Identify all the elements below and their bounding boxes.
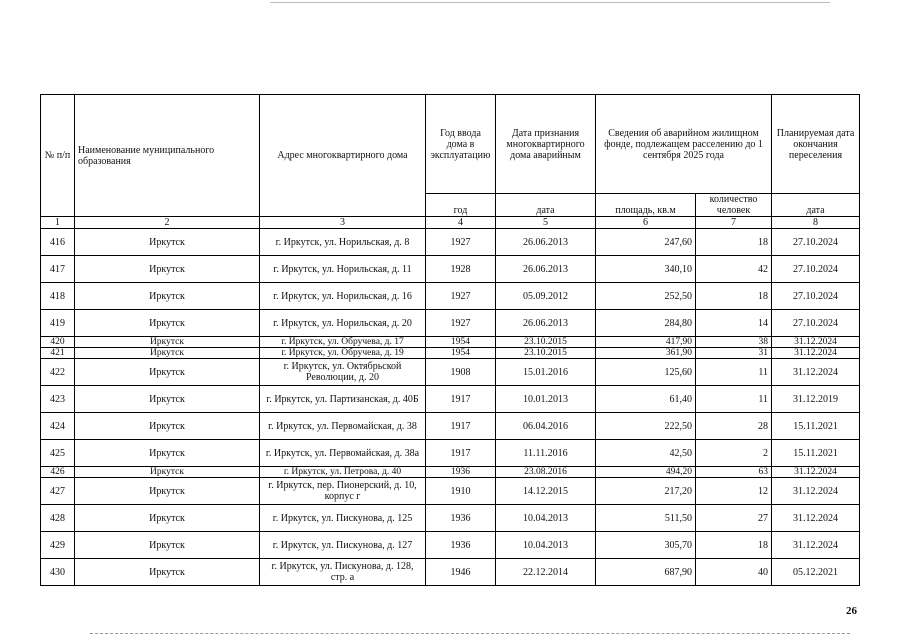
year-built-cell: 1910 bbox=[426, 478, 496, 505]
table-row bbox=[41, 467, 860, 478]
date-declared-cell: 26.06.2013 bbox=[496, 310, 596, 337]
municipality-cell: Иркутск bbox=[75, 337, 260, 348]
table-row bbox=[41, 359, 860, 386]
area-cell: 42,50 bbox=[596, 440, 696, 467]
planned-end-cell: 31.12.2024 bbox=[772, 505, 860, 532]
row-number: 429 bbox=[41, 532, 75, 559]
table-row bbox=[41, 559, 860, 586]
header-row bbox=[41, 95, 860, 194]
unit-year: год bbox=[426, 194, 496, 217]
date-declared-cell: 10.04.2013 bbox=[496, 532, 596, 559]
address-cell: г. Иркутск, пер. Пионерский, д. 10, корпус г bbox=[260, 478, 426, 505]
row-number: 417 bbox=[41, 256, 75, 283]
unit-people: количество человек bbox=[696, 194, 772, 217]
unit-date-declared: дата bbox=[496, 194, 596, 217]
area-cell: 361,90 bbox=[596, 348, 696, 359]
page-number: 26 bbox=[846, 605, 857, 617]
address-cell: г. Иркутск, ул. Норильская, д. 8 bbox=[260, 229, 426, 256]
header-year-built: Год ввода дома в эксплуатацию bbox=[426, 95, 496, 194]
scan-edge-line bbox=[270, 2, 830, 3]
unit-area: площадь, кв.м bbox=[596, 194, 696, 217]
table-row bbox=[41, 337, 860, 348]
table-row bbox=[41, 229, 860, 256]
planned-end-cell: 05.12.2021 bbox=[772, 559, 860, 586]
date-declared-cell: 10.01.2013 bbox=[496, 386, 596, 413]
row-number: 428 bbox=[41, 505, 75, 532]
people-count-cell: 2 bbox=[696, 440, 772, 467]
scan-edge-line bbox=[90, 633, 850, 635]
col-number: 6 bbox=[596, 217, 696, 229]
date-declared-cell: 23.10.2015 bbox=[496, 337, 596, 348]
date-declared-cell: 05.09.2012 bbox=[496, 283, 596, 310]
table-body bbox=[41, 229, 860, 586]
planned-end-cell: 27.10.2024 bbox=[772, 283, 860, 310]
year-built-cell: 1946 bbox=[426, 559, 496, 586]
planned-end-cell: 27.10.2024 bbox=[772, 229, 860, 256]
row-number: 427 bbox=[41, 478, 75, 505]
municipality-cell: Иркутск bbox=[75, 283, 260, 310]
area-cell: 511,50 bbox=[596, 505, 696, 532]
table-row bbox=[41, 386, 860, 413]
header-housing-info: Сведения об аварийном жилищном фонде, подлежащем расселению до 1 сентября 2025 года bbox=[596, 95, 772, 194]
people-count-cell: 42 bbox=[696, 256, 772, 283]
row-number: 418 bbox=[41, 283, 75, 310]
address-cell: г. Иркутск, ул. Пискунова, д. 125 bbox=[260, 505, 426, 532]
year-built-cell: 1927 bbox=[426, 310, 496, 337]
area-cell: 305,70 bbox=[596, 532, 696, 559]
table-row bbox=[41, 348, 860, 359]
row-number: 425 bbox=[41, 440, 75, 467]
col-number: 8 bbox=[772, 217, 860, 229]
people-count-cell: 12 bbox=[696, 478, 772, 505]
date-declared-cell: 22.12.2014 bbox=[496, 559, 596, 586]
planned-end-cell: 15.11.2021 bbox=[772, 413, 860, 440]
address-cell: г. Иркутск, ул. Обручева, д. 19 bbox=[260, 348, 426, 359]
table-row bbox=[41, 310, 860, 337]
col-number: 3 bbox=[260, 217, 426, 229]
municipality-cell: Иркутск bbox=[75, 532, 260, 559]
year-built-cell: 1954 bbox=[426, 348, 496, 359]
date-declared-cell: 11.11.2016 bbox=[496, 440, 596, 467]
year-built-cell: 1917 bbox=[426, 413, 496, 440]
address-cell: г. Иркутск, ул. Норильская, д. 16 bbox=[260, 283, 426, 310]
address-cell: г. Иркутск, ул. Норильская, д. 20 bbox=[260, 310, 426, 337]
table-row bbox=[41, 440, 860, 467]
planned-end-cell: 31.12.2024 bbox=[772, 532, 860, 559]
area-cell: 687,90 bbox=[596, 559, 696, 586]
year-built-cell: 1928 bbox=[426, 256, 496, 283]
municipality-cell: Иркутск bbox=[75, 505, 260, 532]
address-cell: г. Иркутск, ул. Пискунова, д. 128, стр. а bbox=[260, 559, 426, 586]
date-declared-cell: 14.12.2015 bbox=[496, 478, 596, 505]
date-declared-cell: 26.06.2013 bbox=[496, 256, 596, 283]
people-count-cell: 27 bbox=[696, 505, 772, 532]
row-number: 422 bbox=[41, 359, 75, 386]
address-cell: г. Иркутск, ул. Обручева, д. 17 bbox=[260, 337, 426, 348]
planned-end-cell: 31.12.2024 bbox=[772, 467, 860, 478]
header-num: № п/п bbox=[41, 95, 75, 217]
municipality-cell: Иркутск bbox=[75, 229, 260, 256]
municipality-cell: Иркутск bbox=[75, 359, 260, 386]
planned-end-cell: 31.12.2019 bbox=[772, 386, 860, 413]
address-cell: г. Иркутск, ул. Петрова, д. 40 bbox=[260, 467, 426, 478]
unit-planned-end: дата bbox=[772, 194, 860, 217]
table-row bbox=[41, 413, 860, 440]
area-cell: 125,60 bbox=[596, 359, 696, 386]
municipality-cell: Иркутск bbox=[75, 467, 260, 478]
municipality-cell: Иркутск bbox=[75, 440, 260, 467]
year-built-cell: 1936 bbox=[426, 505, 496, 532]
row-number: 420 bbox=[41, 337, 75, 348]
row-number: 416 bbox=[41, 229, 75, 256]
date-declared-cell: 23.10.2015 bbox=[496, 348, 596, 359]
date-declared-cell: 06.04.2016 bbox=[496, 413, 596, 440]
area-cell: 252,50 bbox=[596, 283, 696, 310]
col-number: 7 bbox=[696, 217, 772, 229]
table-row bbox=[41, 532, 860, 559]
planned-end-cell: 31.12.2024 bbox=[772, 337, 860, 348]
address-cell: г. Иркутск, ул. Первомайская, д. 38а bbox=[260, 440, 426, 467]
table-row bbox=[41, 505, 860, 532]
area-cell: 217,20 bbox=[596, 478, 696, 505]
date-declared-cell: 15.01.2016 bbox=[496, 359, 596, 386]
row-number: 424 bbox=[41, 413, 75, 440]
people-count-cell: 38 bbox=[696, 337, 772, 348]
header-address: Адрес многоквартирного дома bbox=[260, 95, 426, 217]
table-row bbox=[41, 478, 860, 505]
row-number: 421 bbox=[41, 348, 75, 359]
planned-end-cell: 31.12.2024 bbox=[772, 348, 860, 359]
year-built-cell: 1927 bbox=[426, 283, 496, 310]
people-count-cell: 63 bbox=[696, 467, 772, 478]
row-number: 426 bbox=[41, 467, 75, 478]
date-declared-cell: 10.04.2013 bbox=[496, 505, 596, 532]
area-cell: 247,60 bbox=[596, 229, 696, 256]
people-count-cell: 18 bbox=[696, 532, 772, 559]
municipality-cell: Иркутск bbox=[75, 559, 260, 586]
people-count-cell: 28 bbox=[696, 413, 772, 440]
col-number: 5 bbox=[496, 217, 596, 229]
col-number: 1 bbox=[41, 217, 75, 229]
table-row bbox=[41, 256, 860, 283]
municipality-cell: Иркутск bbox=[75, 310, 260, 337]
address-cell: г. Иркутск, ул. Первомайская, д. 38 bbox=[260, 413, 426, 440]
table-row bbox=[41, 283, 860, 310]
people-count-cell: 14 bbox=[696, 310, 772, 337]
people-count-cell: 11 bbox=[696, 359, 772, 386]
year-built-cell: 1936 bbox=[426, 532, 496, 559]
municipality-cell: Иркутск bbox=[75, 348, 260, 359]
area-cell: 222,50 bbox=[596, 413, 696, 440]
people-count-cell: 40 bbox=[696, 559, 772, 586]
address-cell: г. Иркутск, ул. Пискунова, д. 127 bbox=[260, 532, 426, 559]
row-number: 430 bbox=[41, 559, 75, 586]
year-built-cell: 1936 bbox=[426, 467, 496, 478]
column-numbers-row bbox=[41, 217, 860, 229]
header-municipality: Наименование муниципального образования bbox=[75, 95, 260, 217]
municipality-cell: Иркутск bbox=[75, 413, 260, 440]
year-built-cell: 1917 bbox=[426, 440, 496, 467]
col-number: 2 bbox=[75, 217, 260, 229]
area-cell: 494,20 bbox=[596, 467, 696, 478]
municipality-cell: Иркутск bbox=[75, 478, 260, 505]
municipality-cell: Иркутск bbox=[75, 386, 260, 413]
row-number: 423 bbox=[41, 386, 75, 413]
address-cell: г. Иркутск, ул. Норильская, д. 11 bbox=[260, 256, 426, 283]
people-count-cell: 18 bbox=[696, 229, 772, 256]
year-built-cell: 1927 bbox=[426, 229, 496, 256]
area-cell: 417,90 bbox=[596, 337, 696, 348]
planned-end-cell: 31.12.2024 bbox=[772, 478, 860, 505]
year-built-cell: 1917 bbox=[426, 386, 496, 413]
year-built-cell: 1954 bbox=[426, 337, 496, 348]
date-declared-cell: 23.08.2016 bbox=[496, 467, 596, 478]
area-cell: 284,80 bbox=[596, 310, 696, 337]
planned-end-cell: 31.12.2024 bbox=[772, 359, 860, 386]
area-cell: 340,10 bbox=[596, 256, 696, 283]
header-planned-end: Планируемая дата окончания переселения bbox=[772, 95, 860, 194]
people-count-cell: 11 bbox=[696, 386, 772, 413]
emergency-housing-table bbox=[40, 94, 860, 586]
municipality-cell: Иркутск bbox=[75, 256, 260, 283]
address-cell: г. Иркутск, ул. Партизанская, д. 40Б bbox=[260, 386, 426, 413]
people-count-cell: 18 bbox=[696, 283, 772, 310]
planned-end-cell: 15.11.2021 bbox=[772, 440, 860, 467]
row-number: 419 bbox=[41, 310, 75, 337]
planned-end-cell: 27.10.2024 bbox=[772, 310, 860, 337]
address-cell: г. Иркутск, ул. Октябрьской Революции, д. 20 bbox=[260, 359, 426, 386]
area-cell: 61,40 bbox=[596, 386, 696, 413]
header-date-declared: Дата признания многоквартирного дома аварийным bbox=[496, 95, 596, 194]
people-count-cell: 31 bbox=[696, 348, 772, 359]
planned-end-cell: 27.10.2024 bbox=[772, 256, 860, 283]
date-declared-cell: 26.06.2013 bbox=[496, 229, 596, 256]
year-built-cell: 1908 bbox=[426, 359, 496, 386]
col-number: 4 bbox=[426, 217, 496, 229]
